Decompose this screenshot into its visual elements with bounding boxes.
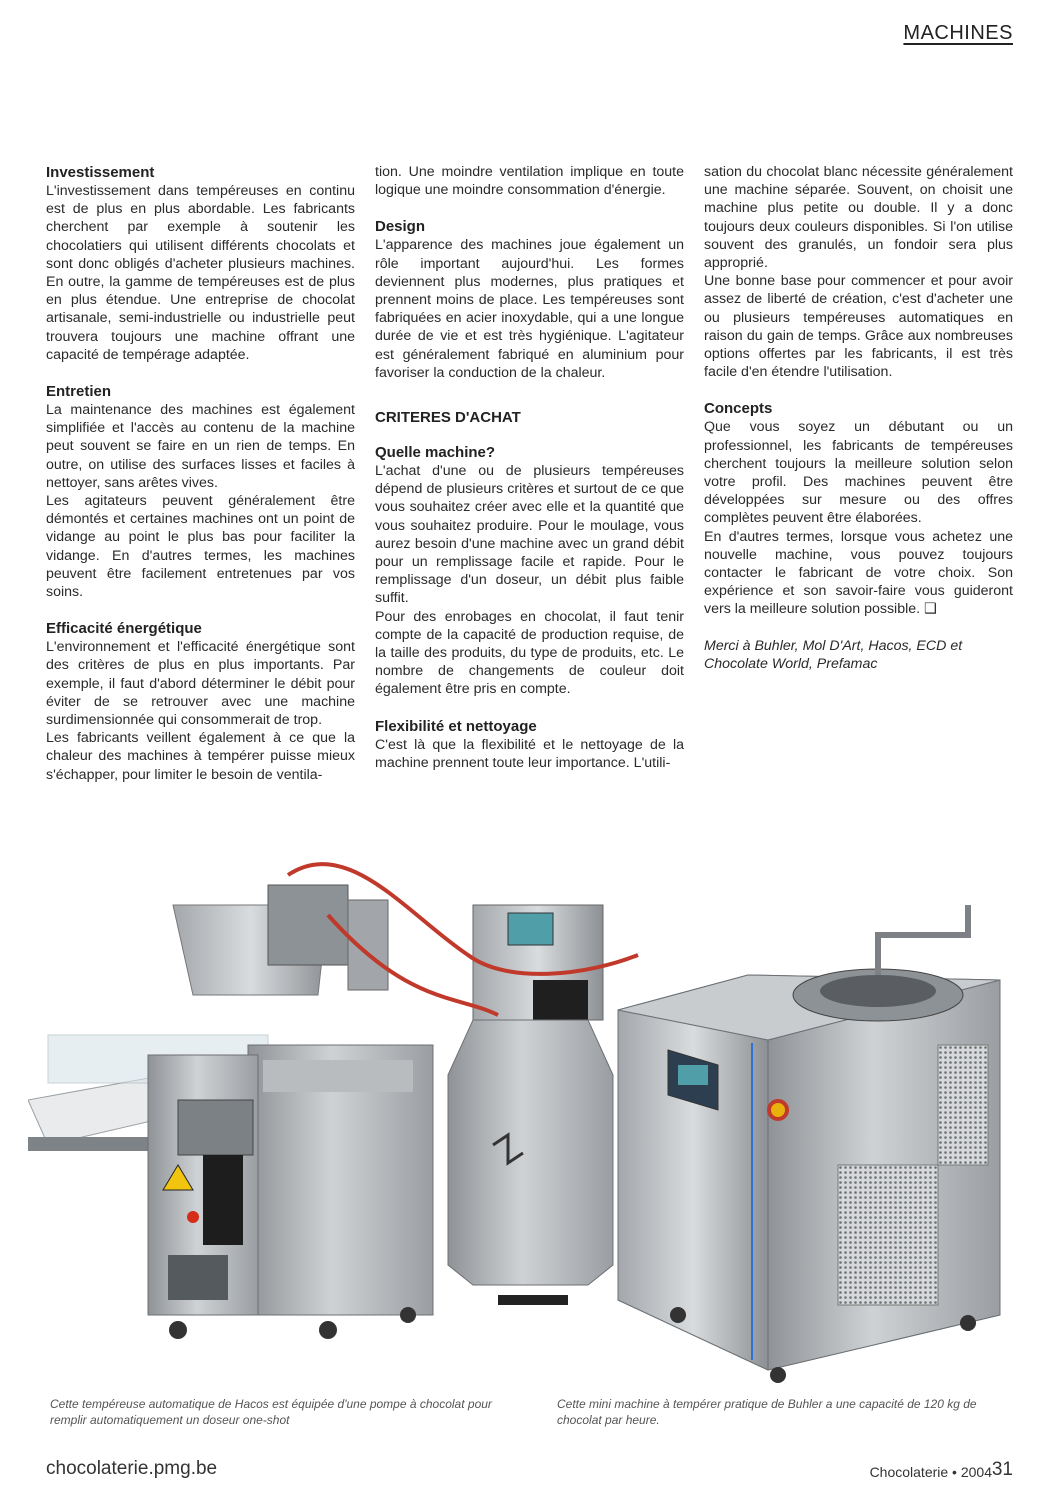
section-tag: MACHINES bbox=[903, 22, 1013, 44]
paragraph: tion. Une moindre ventilation implique en toute logique une moindre consommation d'énergie. bbox=[375, 164, 684, 199]
paragraph: Les agitateurs peuvent généralement être démontés et certaines machines ont un point de vidange au point le plus bas pour faciliter la vidange. En d'autres termes, les machines peuvent être facilement entretenues par vos soins. bbox=[46, 493, 355, 601]
paragraph: Pour des enrobages en chocolat, il faut tenir compte de la capacité de production requise, de la taille des produits, du type de produits, etc. Le nombre de changements de couleur doit également être pris en compte. bbox=[375, 608, 684, 698]
hacos-machine bbox=[28, 885, 433, 1339]
end-mark-icon: ❑ bbox=[924, 601, 937, 618]
paragraph bbox=[704, 528, 1013, 619]
buhler-machine bbox=[618, 905, 1000, 1383]
paragraph: L'investissement dans tempéreuses en continu est de plus en plus abordable. Les fabricants cherchent par exemple à soutenir les chocolatiers qui utilisent différents chocolats et sont donc obligés d'acheter plusieurs machines. En outre, la gamme de tempéreuses est de plus en plus étendue. Une entreprise de chocolat artisanale, semi-industrielle ou industrielle peut trouvera toujours une machine offrant une capacité de tempérage adaptée. bbox=[46, 183, 355, 363]
column-1 bbox=[46, 163, 355, 784]
paragraph: Que vous soyez un débutant ou un professionnel, les fabricants de tempéreuses cherchent toujours la meilleure solution selon votre profil. Des machines peuvent être développées sur mesure ou des offres complètes peuvent être élaborées. bbox=[704, 419, 1013, 527]
column-2 bbox=[375, 163, 684, 772]
heading-efficacite: Efficacité énergétique bbox=[46, 620, 202, 638]
paragraph: L'apparence des machines joue également un rôle important aujourd'hui. Les formes deviennent plus modernes, plus pratiques et prennent moins de place. Les tempéreuses sont fabriquées en acier inoxydable, qui a une longue durée de vie et est très hygiénique. L'agitateur est généralement fabriqué en aluminium pour favoriser la conduction de la chaleur. bbox=[375, 237, 684, 381]
footer-url: chocolaterie.pmg.be bbox=[46, 1458, 218, 1479]
paragraph: L'achat d'une ou de plusieurs tempéreuses dépend de plusieurs critères et surtout de ce que vous souhaitez créer avec elle et la quantité que vous souhaitez produire. Pour le moulage, vous aurez besoin d'une machine avec un grand débit pour un remplissage facile et rapide. Pour le remplissage d'un doseur, un débit plus faible suffit. bbox=[375, 463, 684, 607]
heading-investissement: Investissement bbox=[46, 164, 155, 181]
column-3 bbox=[704, 163, 1013, 673]
heading-criteres: CRITERES D'ACHAT bbox=[375, 409, 521, 427]
heading-flexibilite: Flexibilité et nettoyage bbox=[375, 717, 537, 735]
paragraph: C'est là que la flexibilité et le nettoyage de la machine prennent toute leur importance. L'utili- bbox=[375, 736, 684, 771]
paragraph: Les fabricants veillent également à ce que la chaleur des machines à tempérer puisse mieux s'échapper, pour limiter le besoin de ventila- bbox=[46, 730, 355, 783]
paragraph: L'environnement et l'efficacité énergétique sont des critères de plus en plus importants. Par exemple, il faut d'abord déterminer le débit pour éviter de se retrouver avec une machine surdimensionnée qui consommerait de trop. bbox=[46, 639, 355, 729]
heading-quelle-machine: Quelle machine? bbox=[375, 444, 496, 462]
machines-photo bbox=[28, 845, 1028, 1385]
heading-design: Design bbox=[375, 218, 426, 236]
credits: Merci à Buhler, Mol D'Art, Hacos, ECD et Chocolate World, Prefamac bbox=[704, 637, 963, 672]
heading-entretien: Entretien bbox=[46, 383, 112, 401]
footer-publication: Chocolaterie • 2004 bbox=[869, 1464, 992, 1480]
center-tempering-unit bbox=[448, 905, 613, 1305]
caption-left: Cette tempéreuse automatique de Hacos est équipée d'une pompe à chocolat pour remplir automatiquement un doseur one-shot bbox=[50, 1397, 492, 1427]
page-number: 31 bbox=[991, 1459, 1013, 1480]
paragraph-text: En d'autres termes, lorsque vous achetez une nouvelle machine, vous pouvez toujours contacter le fabricant de votre choix. Son expérience et son savoir-faire vous guideront vers la meilleure solution possible. bbox=[704, 528, 1013, 618]
heading-concepts: Concepts bbox=[704, 400, 773, 418]
paragraph: Une bonne base pour commencer et pour avoir assez de liberté de création, c'est d'acheter une ou plusieurs tempéreuses automatiques en raison du gain de temps. Grâce aux nombreuses options offertes par les fabricants, il est très facile d'en étendre l'utilisation. bbox=[704, 273, 1013, 381]
caption-right: Cette mini machine à tempérer pratique de Buhler a une capacité de 120 kg de chocolat par heure. bbox=[557, 1397, 977, 1427]
paragraph: La maintenance des machines est également simplifiée et l'accès au contenu de la machine peut souvent se faire en un rien de temps. En outre, on utilise des surfaces lisses et faciles à nettoyer, sans arêtes vives. bbox=[46, 402, 355, 491]
paragraph: sation du chocolat blanc nécessite généralement une machine séparée. Souvent, on choisit une machine plus petite ou double. Il y a donc toujours deux couleurs disponibles. Si l'on utilise souvent des granulés, un fondoir sera plus approprié. bbox=[704, 164, 1013, 272]
